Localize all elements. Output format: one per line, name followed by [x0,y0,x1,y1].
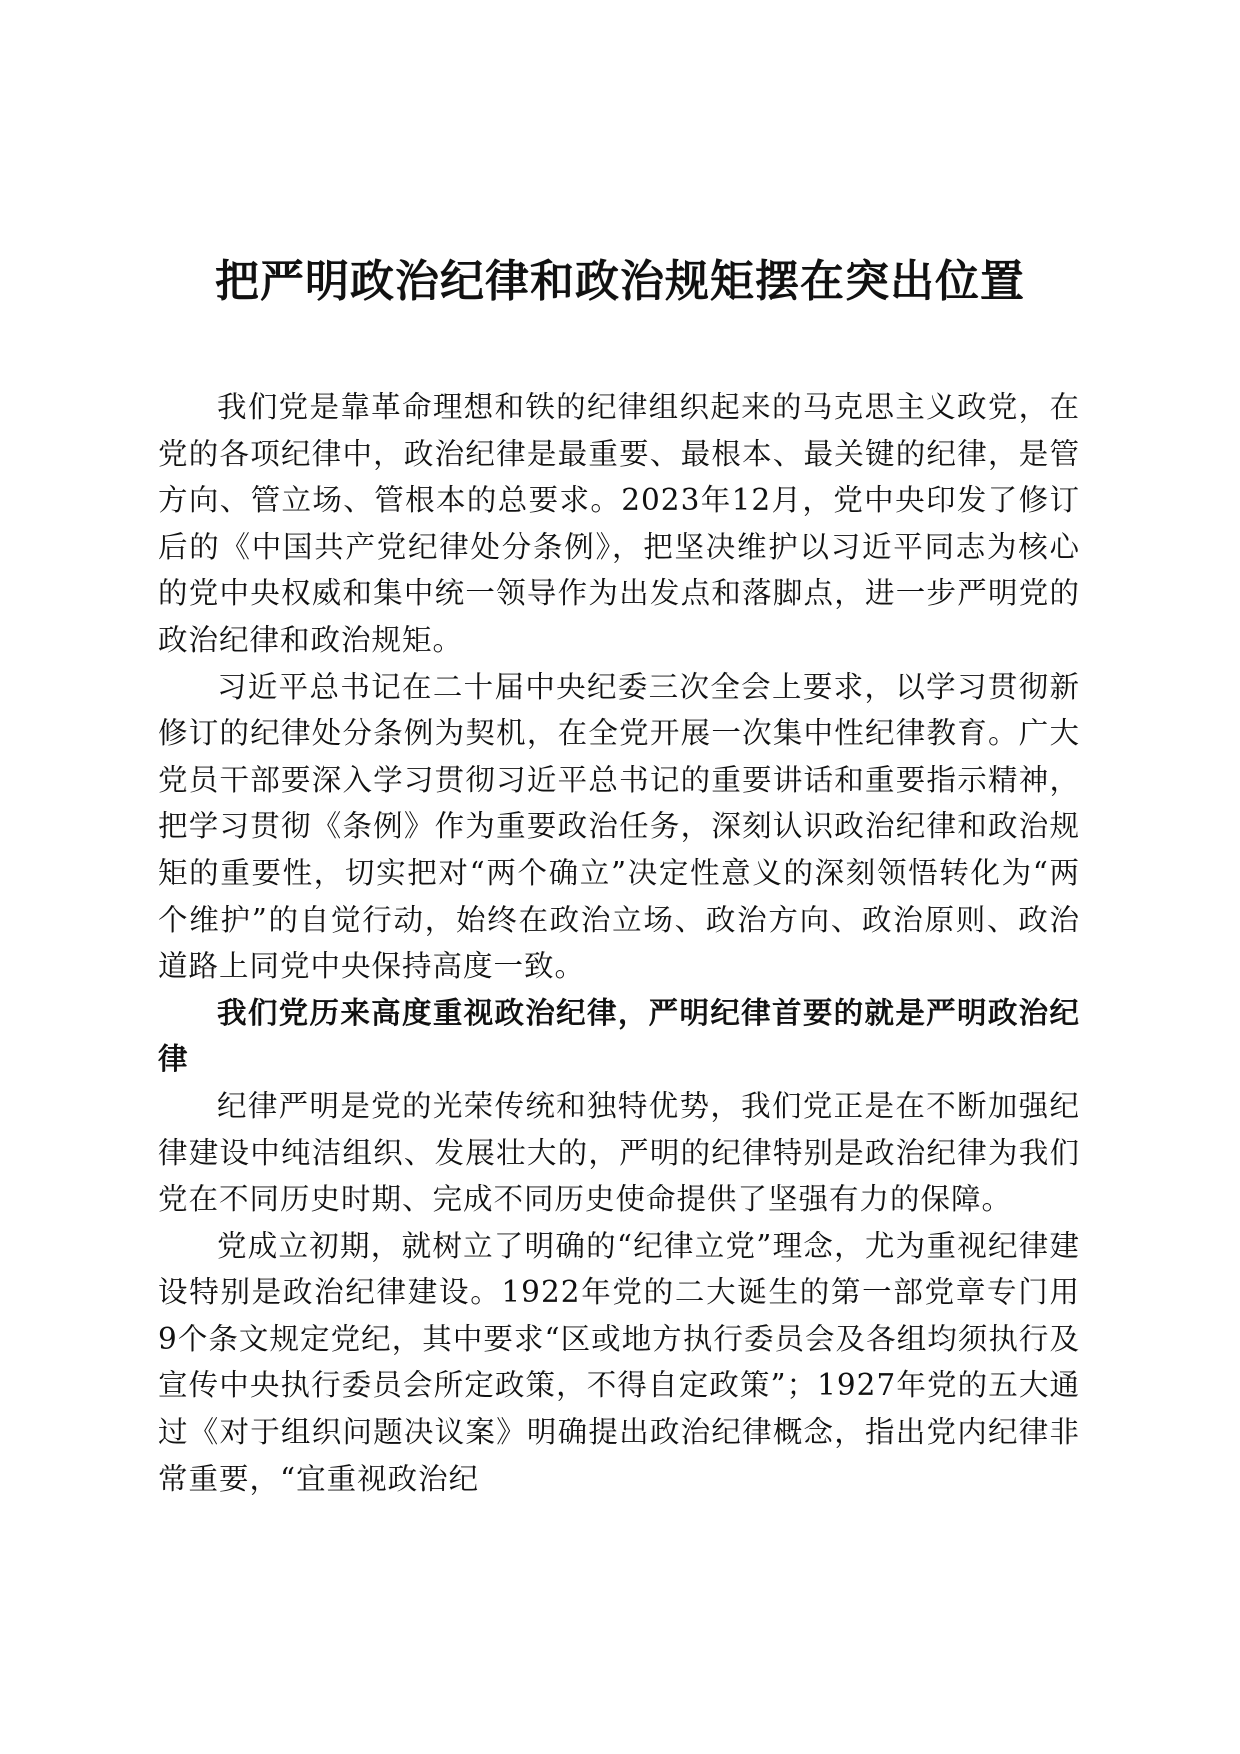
document-title: 把严明政治纪律和政治规矩摆在突出位置 [215,256,1025,307]
paragraph-history: 党成立初期，就树立了明确的“纪律立党”理念，尤为重视纪律建设特别是政治纪律建设。1922年党的二大诞生的第一部党章专门用9个条文规定党纪，其中要求“区或地方执行委员会及各组均须执行及宣传中央执行委员会所定政策，不得自定政策”；1927年党的五大通过《对于组织问题决议案》明确提出政治纪律概念，指出党内纪律非常重要，“宜重视政治纪 [158,1228,1080,1496]
paragraph-intro: 我们党是靠革命理想和铁的纪律组织起来的马克思主义政党，在党的各项纪律中，政治纪律是最重要、最根本、最关键的纪律，是管方向、管立场、管根本的总要求。2023年12月，党中央印发了修订后的《中国共产党纪律处分条例》，把坚决维护以习近平同志为核心的党中央权威和集中统一领导作为出发点和落脚点，进一步严明党的政治纪律和政治规矩。 [158,390,1080,657]
document-body [158,384,1080,1502]
paragraph-requirements: 习近平总书记在二十届中央纪委三次全会上要求，以学习贯彻新修订的纪律处分条例为契机，在全党开展一次集中性纪律教育。广大党员干部要深入学习贯彻习近平总书记的重要讲话和重要指示精神，把学习贯彻《条例》作为重要政治任务，深刻认识政治纪律和政治规矩的重要性，切实把对“两个确立”决定性意义的深刻领悟转化为“两个维护”的自觉行动，始终在政治立场、政治方向、政治原则、政治道路上同党中央保持高度一致。 [158,669,1080,984]
paragraph-tradition: 纪律严明是党的光荣传统和独特优势，我们党正是在不断加强纪律建设中纯洁组织、发展壮大的，严明的纪律特别是政治纪律为我们党在不同历史时期、完成不同历史使命提供了坚强有力的保障。 [158,1088,1080,1217]
section-heading: 我们党历来高度重视政治纪律，严明纪律首要的就是严明政治纪律 [158,995,1080,1077]
